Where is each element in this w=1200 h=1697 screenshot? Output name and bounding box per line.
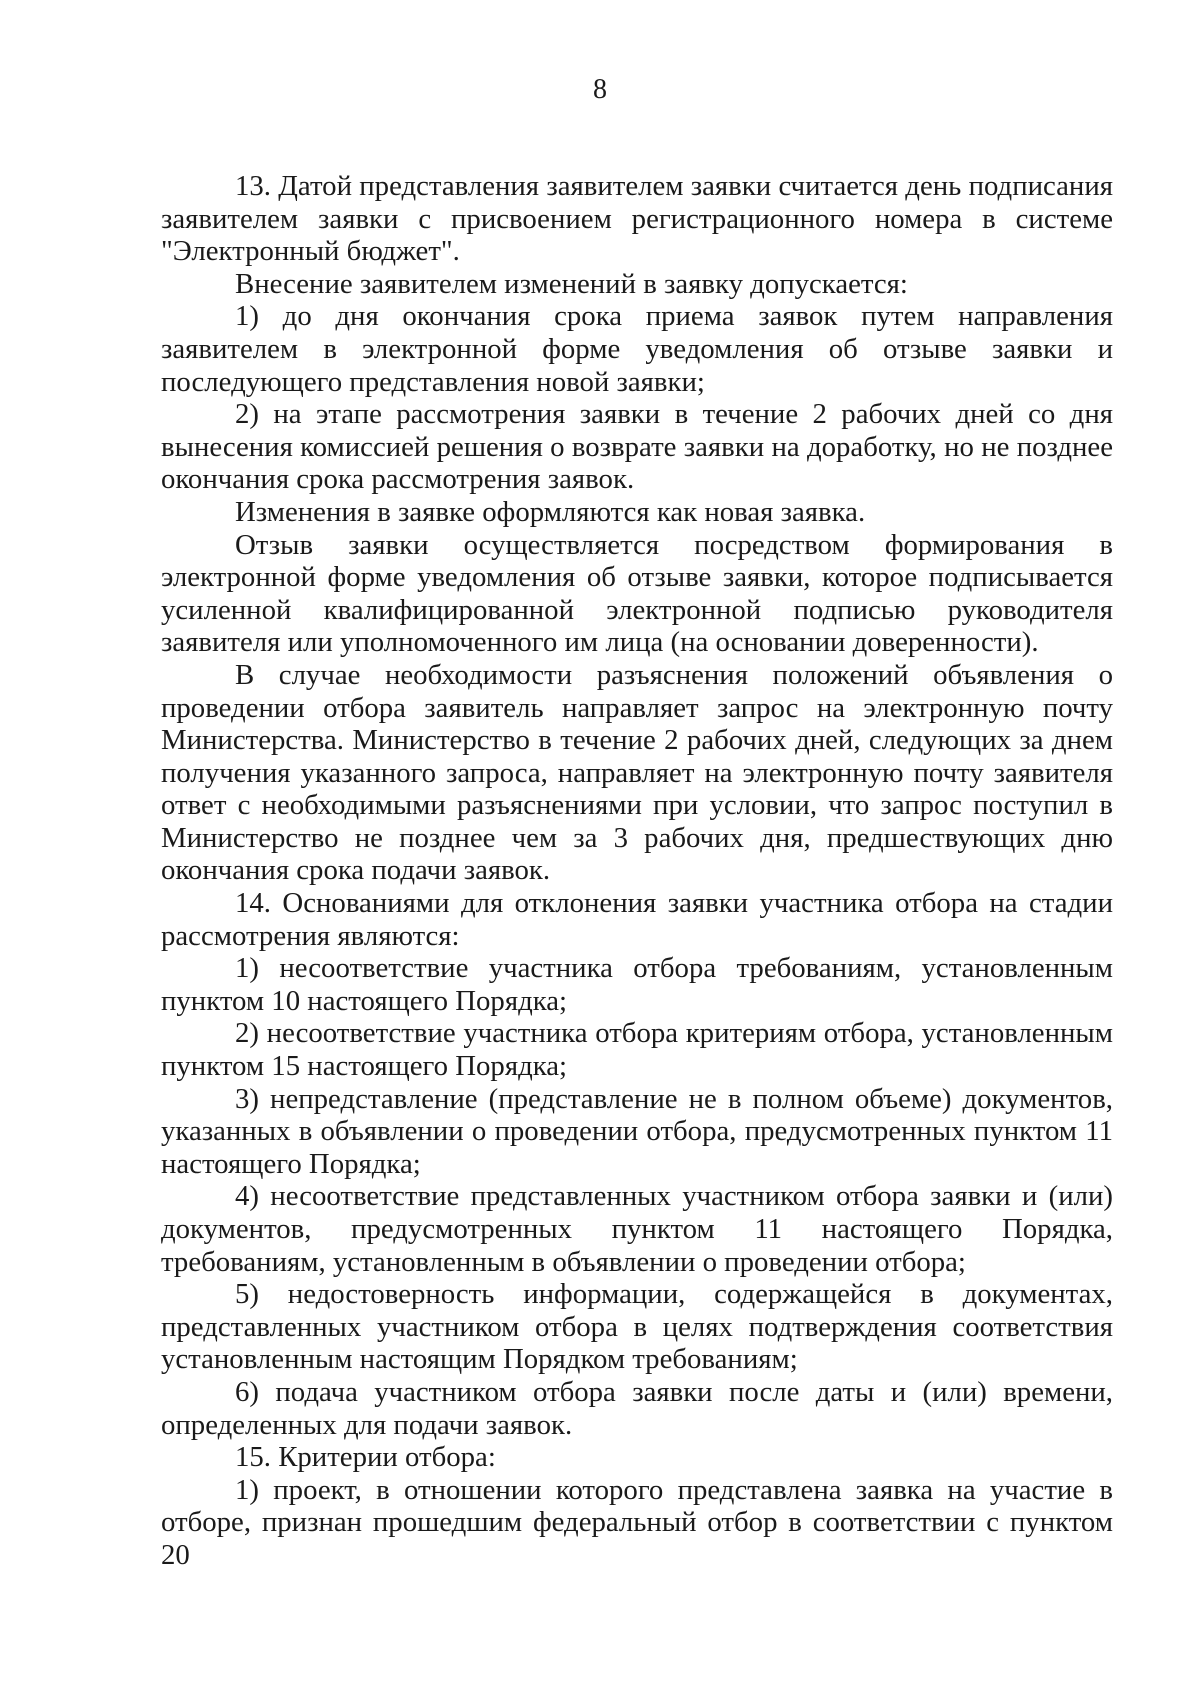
- paragraph-rejection-item-3: 3) непредставление (представление не в полном объеме) документов, указанных в объявлении о проведении отбора, предусмотренных пунктом 11 настоящего Порядка;: [161, 1082, 1113, 1180]
- paragraph-rejection-item-6: 6) подача участником отбора заявки после даты и (или) времени, определенных для подачи заявок.: [161, 1375, 1113, 1441]
- paragraph-rejection-item-5: 5) недостоверность информации, содержащейся в документах, представленных участником отбора в целях подтверждения соответствия установленным настоящим Порядком требованиям;: [161, 1278, 1113, 1376]
- paragraph-clarification: В случае необходимости разъяснения положений объявления о проведении отбора заявитель направляет запрос на электронную почту Министерства. Министерство в течение 2 рабочих дней, следующих за днем получения указанного запроса, направляет на электронную почту заявителя ответ с необходимыми разъяснениями при условии, что запрос поступил в Министерство не позднее чем за 3 рабочих дня, предшествующих дню окончания срока подачи заявок.: [161, 658, 1113, 887]
- paragraph-changes-item-1: 1) до дня окончания срока приема заявок путем направления заявителем в электронной форме уведомления об отзыве заявки и последующего представления новой заявки;: [161, 300, 1113, 398]
- page-number: 8: [593, 74, 607, 105]
- paragraph-14-rejection-grounds: 14. Основаниями для отклонения заявки участника отбора на стадии рассмотрения являются:: [161, 887, 1113, 952]
- paragraph-changes-allowed: Внесение заявителем изменений в заявку допускается:: [235, 267, 908, 300]
- paragraph-rejection-item-4: 4) несоответствие представленных участником отбора заявки и (или) документов, предусмотренных пунктом 11 настоящего Порядка, требованиям, установленным в объявлении о проведении отбора;: [161, 1180, 1113, 1278]
- paragraph-13-submission-date: 13. Датой представления заявителем заявки считается день подписания заявителем заявки с присвоением регистрационного номера в системе "Электронный бюджет".: [161, 170, 1113, 268]
- paragraph-changes-item-2: 2) на этапе рассмотрения заявки в течение 2 рабочих дней со дня вынесения комиссией решения о возврате заявки на доработку, но не позднее окончания срока рассмотрения заявок.: [161, 398, 1113, 496]
- paragraph-rejection-item-1: 1) несоответствие участника отбора требованиям, установленным пунктом 10 настоящего Порядка;: [161, 952, 1113, 1017]
- paragraph-withdrawal: Отзыв заявки осуществляется посредством формирования в электронной форме уведомления об отзыве заявки, которое подписывается усиленной квалифицированной электронной подписью руководителя заявителя или уполномоченного им лица (на основании доверенности).: [161, 528, 1113, 659]
- paragraph-rejection-item-2: 2) несоответствие участника отбора критериям отбора, установленным пунктом 15 настоящего Порядка;: [161, 1017, 1113, 1083]
- paragraph-changes-as-new: Изменения в заявке оформляются как новая заявка.: [235, 495, 866, 528]
- paragraph-15-criteria: 15. Критерии отбора:: [235, 1441, 496, 1474]
- paragraph-criteria-item-1: 1) проект, в отношении которого представлена заявка на участие в отборе, признан прошедшим федеральный отбор в соответствии с пунктом 20: [161, 1473, 1113, 1571]
- document-body: [161, 170, 1113, 1572]
